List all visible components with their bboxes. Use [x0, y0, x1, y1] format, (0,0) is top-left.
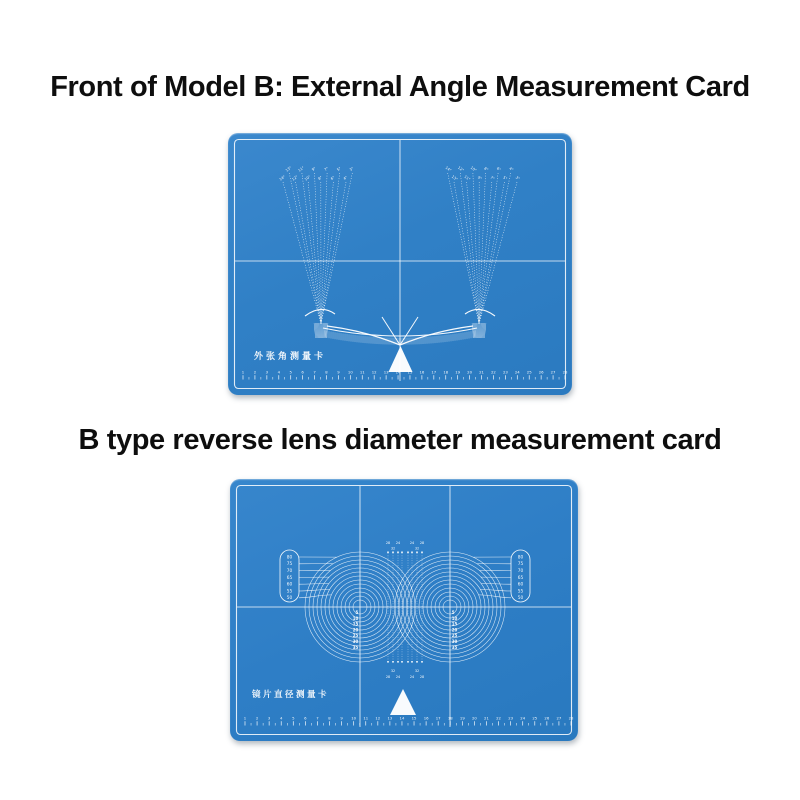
ring-number: 15	[451, 621, 458, 627]
middle-scale-label: 28	[419, 675, 425, 679]
ruler-number: 23	[508, 715, 514, 721]
middle-scale-label: 32	[414, 669, 420, 673]
middle-scale-label: 28	[419, 541, 425, 545]
middle-scale-label: 32	[414, 546, 420, 551]
triangle-pointer	[390, 689, 416, 715]
degree-label: 9°	[476, 175, 483, 181]
ruler-number: 27	[550, 369, 556, 375]
degree-label: 14°	[444, 165, 453, 173]
ruler-number: 12	[371, 369, 377, 375]
ruler-number: 3	[265, 369, 269, 375]
degree-label: 13°	[450, 174, 459, 182]
diameter-label: 75	[517, 562, 524, 568]
diameter-label: 50	[286, 596, 293, 602]
ruler-number: 24	[520, 715, 526, 721]
ring-number: 30	[352, 639, 359, 644]
external-angle-card	[228, 133, 572, 395]
ruler-number: 15	[407, 369, 413, 375]
ruler-number: 2	[255, 715, 259, 721]
degree-label: 8°	[317, 175, 324, 181]
ruler-number: 25	[526, 369, 532, 375]
ruler-number: 26	[538, 369, 544, 375]
middle-scale-label: 24	[409, 541, 415, 545]
ring-number: 15	[352, 621, 359, 627]
diameter-label: 55	[286, 589, 293, 595]
lens-diameter-card-art	[230, 479, 578, 741]
ring-number: 35	[451, 644, 458, 650]
ruler-number: 19	[459, 715, 465, 721]
ruler-number: 7	[313, 369, 316, 375]
middle-scale-label: 24	[395, 541, 401, 545]
degree-label: 6°	[330, 175, 336, 181]
ring-number: 20	[451, 627, 458, 633]
ring-number: 10	[451, 615, 458, 621]
ruler-number: 13	[383, 369, 389, 375]
diameter-label: 75	[286, 562, 293, 568]
ruler-number: 5	[289, 369, 292, 375]
diameter-label: 60	[517, 582, 524, 588]
middle-scale-label: 32	[390, 546, 396, 551]
middle-scale-label: 28	[385, 541, 391, 545]
degree-label: 7°	[323, 166, 330, 172]
ruler-number: 8	[328, 715, 331, 721]
ruler-number: 16	[419, 369, 425, 375]
ruler-number: 5	[292, 715, 295, 721]
middle-scale-label: 24	[409, 675, 415, 679]
degree-label: 4°	[342, 175, 349, 181]
ring-number: 5	[355, 610, 359, 615]
ruler-number: 6	[301, 369, 304, 375]
degree-label: 9°	[311, 166, 317, 172]
degree-label: 11°	[297, 165, 306, 173]
left-angle-fan	[279, 166, 355, 338]
diameter-label: 80	[517, 555, 524, 561]
ruler-number: 9	[337, 369, 340, 375]
ruler-number: 15	[411, 715, 417, 721]
ruler-number: 4	[277, 369, 280, 375]
ruler-number: 20	[467, 369, 473, 375]
ruler-number: 27	[556, 715, 562, 721]
ruler-number: 20	[471, 715, 477, 721]
degree-label: 6°	[495, 166, 502, 172]
ruler-number: 14	[395, 369, 401, 375]
degree-label: 3°	[348, 166, 355, 172]
degree-label: 13°	[284, 165, 293, 173]
right-diameter-scale	[473, 550, 530, 602]
ruler-number: 3	[267, 715, 271, 721]
diameter-label: 60	[286, 582, 293, 588]
ruler-number: 17	[435, 715, 441, 721]
diameter-label: 55	[517, 589, 524, 595]
middle-scale-label: 28	[385, 675, 391, 679]
ring-number: 20	[352, 627, 359, 633]
ruler-number: 13	[387, 715, 393, 721]
lens-diameter-card	[230, 479, 578, 741]
external-angle-card-art	[228, 133, 572, 395]
diameter-label: 50	[517, 596, 524, 602]
card-caption-cn: 外张角测量卡	[254, 351, 327, 361]
ruler-number: 21	[479, 369, 484, 375]
ruler-number: 28	[562, 369, 568, 375]
ring-number: 25	[352, 633, 359, 639]
ruler-number: 22	[491, 369, 496, 375]
degree-label: 12°	[291, 174, 299, 182]
ruler-number: 22	[496, 715, 501, 721]
ruler-number: 7	[316, 715, 319, 721]
degree-label: 5°	[502, 175, 508, 181]
bottom-card-title: B type reverse lens diameter measurement card	[78, 424, 722, 456]
ruler-number: 18	[447, 715, 453, 721]
degree-label: 7°	[489, 175, 496, 181]
ruler-number: 21	[484, 715, 489, 721]
ruler-number: 4	[280, 715, 283, 721]
middle-scale-label: 24	[395, 675, 401, 679]
degree-label: 10°	[469, 165, 478, 173]
ruler-number: 1	[241, 369, 245, 375]
degree-label: 12°	[457, 165, 465, 173]
ruler-number: 1	[243, 715, 247, 721]
degree-label: 10°	[303, 174, 312, 182]
top-card-title: Front of Model B: External Angle Measurement Card	[50, 71, 750, 103]
degree-label: 8°	[483, 166, 489, 172]
ruler-number: 26	[544, 715, 550, 721]
ruler-number: 11	[363, 715, 369, 721]
ruler-number: 16	[423, 715, 429, 721]
diameter-label: 70	[286, 569, 293, 574]
ruler-number: 18	[443, 369, 449, 375]
degree-label: 11°	[463, 174, 471, 182]
ruler-number: 25	[532, 715, 538, 721]
middle-scale-label: 32	[390, 669, 396, 673]
ruler-number: 8	[325, 369, 328, 375]
right-angle-fan	[445, 166, 521, 338]
ring-number: 25	[451, 633, 458, 639]
left-diameter-scale	[280, 550, 337, 602]
ring-number: 30	[451, 639, 458, 644]
ruler-number: 10	[351, 715, 357, 721]
ring-number: 5	[451, 610, 455, 615]
diameter-label: 70	[517, 569, 524, 574]
ruler-number: 12	[375, 715, 381, 721]
ruler-number: 2	[253, 369, 257, 375]
diameter-label: 80	[286, 555, 293, 561]
ring-number: 35	[352, 644, 359, 650]
ruler-number: 23	[502, 369, 508, 375]
ruler-number: 28	[568, 715, 574, 721]
degree-label: 4°	[508, 166, 515, 172]
ruler-number: 19	[455, 369, 461, 375]
ruler-number: 24	[514, 369, 520, 375]
diameter-label: 65	[286, 575, 293, 581]
card-caption-cn: 镜片直径测量卡	[252, 689, 330, 699]
ruler-number: 14	[399, 715, 405, 721]
triangle-pointer	[389, 346, 413, 372]
degree-label: 5°	[336, 166, 342, 172]
ruler-number: 10	[347, 369, 353, 375]
ruler-number: 9	[340, 715, 343, 721]
ruler-number: 6	[304, 715, 307, 721]
degree-label: 3°	[514, 175, 521, 181]
ruler-number: 11	[359, 369, 365, 375]
ring-number: 10	[352, 615, 359, 621]
diameter-label: 65	[517, 575, 524, 581]
ruler-number: 17	[431, 369, 437, 375]
degree-label: 14°	[278, 174, 287, 182]
bottom-ruler	[244, 716, 574, 726]
